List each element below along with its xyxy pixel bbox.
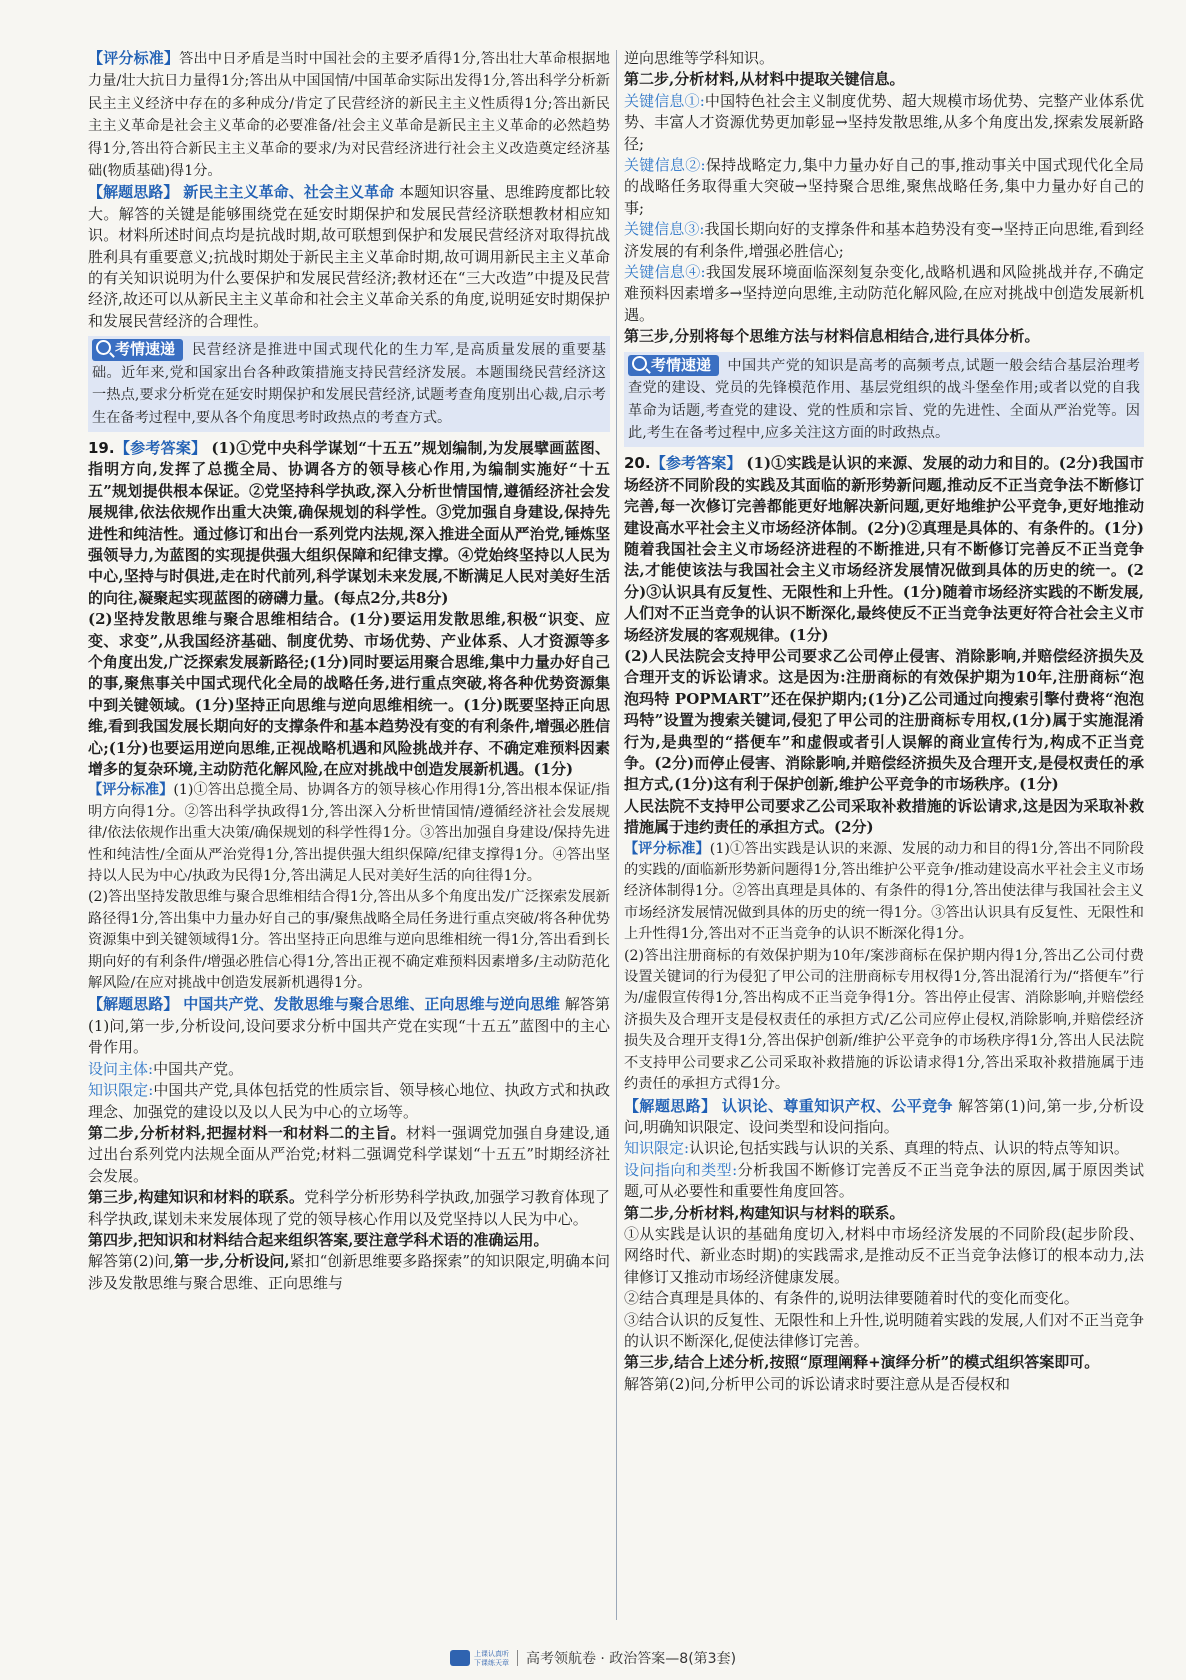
key-info-label: 关键信息①: — [624, 91, 705, 110]
key-info-3 — [624, 219, 1144, 262]
step-two: 第二步,分析材料,从材料中提取关键信息。 — [624, 70, 905, 89]
magnifier-icon — [632, 356, 647, 371]
key-info-label: 关键信息②: — [624, 156, 706, 175]
q20-part2: (2)人民法院会支持甲公司要求乙公司停止侵害、消除影响,并赔偿经济损失及合理开支的诉讼请求。这是因为:注册商标的有效保护期为10年,注册商标“泡泡玛特 POPMART”还在保护期内;(1分)乙公司通过向搜索引擎付费将“泡泡玛特”设置为搜索关键词,侵犯了甲公司的注册商标专用权,(1分)属于实施混淆行为,是典型的“搭便车”和虚假或者引人误解的商业宣传行为,构成不正当竞争。(2分)而停止侵害、消除影响,并赔偿经济损失及合理开支,是侵权责任的承担方式,(1分)这有利于保护创新,维护公平竞争的市场秩序。(1分) — [624, 646, 1144, 794]
last-line: 解答第(2)问,分析甲公司的诉讼请求时要注意从是否侵权和 — [624, 1374, 1011, 1393]
question-direction — [624, 1160, 1144, 1203]
magnifier-icon — [96, 340, 111, 355]
connection-2: ②结合真理是具体的、有条件的,说明法律要随着时代的变化而变化。 — [624, 1289, 1079, 1308]
connection-1: ①从实践是认识的基础角度切入,材料中市场经济发展的不同阶段(起步阶段、网络时代、新业态时期)的实践需求,是推动反不正当竞争法修订的根本动力,法律修订又推动市场经济健康发展。 — [624, 1224, 1144, 1286]
left-column — [88, 48, 610, 1294]
brand-slogan-line2: 下课练天章 — [473, 1659, 509, 1667]
q19-answer — [88, 438, 610, 609]
page-footer — [0, 1648, 1186, 1668]
scoring-standard-2-part1: (1)①答出总揽全局、协调各方的领导核心作用得1分,答出根本保证/指明方向得1分。②答出科学执政得1分,答出深入分析世情国情/遵循经济社会发展规律/依法依规作出重大决策/确保规划的科学性得1分。③答出加强自身建设/保持先进性和纯洁性/全面从严治党得1分,答出提供强大组织保障/纪律支撑得1分。④答出坚持以人民为中心/执政为民得1分,答出满足人民对美好生活的向往得1分。 — [88, 782, 610, 885]
step-two-text: 材料一强调党加强自身建设,通过出台系列党内法规全面从严治党;材料二强调党科学谋划“十五五”时期经济社会发展。 — [88, 1123, 610, 1185]
key-info-text: 中国特色社会主义制度优势、超大规模市场优势、完整产业体系优势、丰富人才资源优势更加彰显→坚持发散思维,从多个角度出发,探索发展新路径; — [624, 91, 1144, 153]
scoring-standard-label: 【评分标准】 — [88, 782, 174, 799]
knowledge-limit-label: 知识限定: — [88, 1081, 154, 1100]
footer-separator — [517, 1650, 518, 1666]
key-info-text: 保持战略定力,集中力量办好自己的事,推动事关中国式现代化全局的战略任务取得重大突破→坚持聚合思维,聚焦战略任务,集中力量办好自己的事; — [624, 156, 1144, 217]
q19-part2: (2)坚持发散思维与聚合思维相结合。(1分)要运用发散思维,积极“识变、应变、求变”,从我国经济基础、制度优势、市场优势、产业体系、人才资源等多个角度出发,广泛探索发展新路径;(1分)同时要运用聚合思维,集中力量办好自己的事,聚焦事关中国式现代化全局的战略任务,进行重点突破,将各种优势资源集中到关键领域。(1分)坚持正向思维与逆向思维相统一。(1分)既要坚持正向思维,看到我国发展长期向好的支撑条件和基本趋势没有变的有利条件,增强必胜信心;(1分)也要运用逆向思维,正视战略机遇和风险挑战并存、不确定难预料因素增多的复杂环境,主动防范化解风险,在应对挑战中创造发展新机遇。(1分) — [88, 610, 610, 778]
q20-answer — [624, 453, 1144, 646]
solution-approach-1 — [88, 182, 610, 332]
question-subject-label: 设问主体: — [88, 1059, 154, 1078]
right-column — [624, 48, 1144, 1395]
solution-text: 解答第(1)问,第一步,分析设问,设问要求分析中国共产党在实现“十五五”蓝图中的主心骨作用。 — [88, 995, 610, 1057]
scoring-standard-label: 【评分标准】 — [88, 49, 180, 67]
exam-trend-box-1 — [88, 336, 610, 432]
q20-number: 20. — [624, 454, 651, 473]
q20-part3: 人民法院不支持甲公司要求乙公司采取补救措施的诉讼请求,这是因为采取补救措施属于违约责任的承担方式。(2分) — [624, 796, 1144, 837]
solution-keywords: 新民主主义革命、社会主义革命 — [183, 183, 395, 202]
key-info-text: 我国长期向好的支撑条件和基本趋势没有变→坚持正向思维,看到经济发展的有利条件,增强必胜信心; — [624, 220, 1145, 260]
brand-logo-icon — [450, 1650, 470, 1666]
key-info-4 — [624, 262, 1144, 326]
continued-text: 逆向思维等学科知识。 — [624, 49, 775, 67]
scoring-standard-text: 答出中日矛盾是当时中国社会的主要矛盾得1分,答出壮大革命根据地力量/壮大抗日力量得1分;答出从中国国情/中国革命实际出发得1分,答出科学分析新民主主义经济中存在的多种成分/肯定了民营经济的新民主主义性质得1分;答出新民主主义革命是社会主义革命的必要准备/社会主义革命是新民主主义革命的必然趋势得1分,答出符合新民主主义革命的要求/为对民营经济进行社会主义改造奠定经济基础(物质基础)得1分。 — [88, 51, 610, 180]
scoring-standard-2-part2: (2)答出坚持发散思维与聚合思维相结合得1分,答出从多个角度出发/广泛探索发展新路径得1分,答出集中力量办好自己的事/聚焦战略全局任务进行重点突破/将各种优势资源集中到关键领域得1分。答出坚持正向思维与逆向思维相统一得1分,答出看到长期向好的有利条件/增强必胜信心得1分,答出正视不确定难预料因素增多/主动防范化解风险/在应对挑战中创造发展新机遇得1分。 — [88, 889, 610, 992]
knowledge-limit — [88, 1080, 610, 1123]
key-info-2 — [624, 155, 1144, 219]
exam-trend-badge — [92, 339, 183, 360]
solution-text: 本题知识容量、思维跨度都比较大。解答的关键是能够围绕党在延安时期保护和发展民营经济联想教材相应知识。材料所述时间点均是抗战时期,故可联想到保护和发展民营经济对取得抗战胜利具有重要意义;抗战时期处于新民主主义革命时期,故可调用新民主主义革命的有关知识说明为什么要保护和发展民营经济;教材还在“三大改造”中提及民营经济,故还可以从新民主主义革命和社会主义革命关系的角度,说明延安时期保护和发展民营经济的合理性。 — [88, 183, 610, 330]
q19-number: 19. — [88, 438, 115, 457]
step-three — [88, 1187, 610, 1230]
key-info-text: 我国发展环境面临深刻复杂变化,战略机遇和风险挑战并存,不确定难预料因素增多→坚持逆向思维,主动防范化解风险,在应对挑战中创造发展新机遇。 — [624, 263, 1144, 324]
reference-answer-label: 【参考答案】 — [650, 454, 742, 473]
solution-keywords: 中国共产党、发散思维与聚合思维、正向思维与逆向思维 — [183, 995, 560, 1014]
question2-head: 解答第(2)问, — [88, 1252, 175, 1271]
scoring-standard-2 — [88, 780, 610, 887]
step-four: 第四步,把知识和材料结合起来组织答案,要注意学科术语的准确运用。 — [88, 1230, 549, 1249]
scoring-standard-3-part2: (2)答出注册商标的有效保护期为10年/案涉商标在保护期内得1分,答出乙公司付费设置关键词的行为侵犯了甲公司的注册商标专用权得1分,答出混淆行为/“搭便车”行为/虚假宣传得1分,答出构成不正当竞争得1分。答出停止侵害、消除影响,并赔偿经济损失及合理开支是侵权责任的承担方式/乙公司应停止侵权,消除影响,并赔偿经济损失及合理开支得1分,答出保护创新/维护公平竞争的市场秩序得1分,答出人民法院不支持甲公司要求乙公司采取补救措施的诉讼请求得1分,答出采取补救措施属于违约责任的承担方式得1分。 — [624, 947, 1144, 1093]
exam-trend-badge-label: 考情速递 — [651, 355, 712, 374]
knowledge-limit — [624, 1138, 1144, 1159]
question2-approach — [88, 1251, 610, 1294]
connection-3: ③结合认识的反复性、无限性和上升性,说明随着实践的发展,人们对不正当竞争的认识不断深化,促使法律修订完善。 — [624, 1310, 1144, 1350]
solution-approach-label: 【解题思路】 — [88, 183, 179, 202]
scoring-standard-3-part1: (1)①答出实践是认识的来源、发展的动力和目的得1分,答出不同阶段的实践的/面临新形势新问题得1分,答出维护公平竞争/推动建设高水平社会主义市场经济体制得1分。②答出真理是具体的、有条件的得1分,答出使法律与我国社会主义市场经济发展情况做到具体的历史的统一得1分。③答出认识具有反复性、无限性和上升性得1分,答出对不正当竞争的认识不断深化得1分。 — [624, 840, 1144, 943]
scoring-standard-label: 【评分标准】 — [624, 840, 710, 857]
step-three: 第三步,分别将每个思维方法与材料信息相结合,进行具体分析。 — [624, 327, 1040, 346]
question-direction-text: 分析我国不断修订完善反不正当竞争法的原因,属于原因类试题,可从必要性和重要性角度回答。 — [624, 1160, 1144, 1201]
q20-part1: (1)①实践是认识的来源、发展的动力和目的。(2分)我国市场经济不同阶段的实践及其面临的新形势新问题,推动反不正当竞争法不断修订完善,每一次修订完善都能更好地解决新问题,更好地维护公平竞争,更好地推动建设高水平社会主义市场经济体制。(2分)②真理是具体的、有条件的。(1分)随着我国社会主义市场经济进程的不断推进,只有不断修订完善反不正当竞争法,才能使该法与我国社会主义市场经济发展情况做到具体的历史的统一。(2分)③认识具有反复性、无限性和上升性。(1分)随着市场经济实践的不断发展,人们对不正当竞争的认识不断深化,最终使反不正当竞争法更好符合社会主义市场经济发展的客观规律。(1分) — [624, 454, 1144, 644]
solution-approach-3 — [624, 1096, 1144, 1139]
exam-trend-text: 民营经济是推进中国式现代化的生力军,是高质量发展的重要基础。近年来,党和国家出台各种政策措施支持民营经济发展。本题围绕民营经济这一热点,要求分析党在延安时期保护和发展民营经济,试题考查角度别出心裁,启示考生在备考过程中,要从各个角度思考时政热点的考查方式。 — [92, 342, 606, 426]
exam-trend-text: 中国共产党的知识是高考的高频考点,试题一般会结合基层治理考查党的建设、党员的先锋模范作用、基层党组织的战斗堡垒作用;或者以党的自我革命为话题,考查党的建设、党的性质和宗旨、党的先进性、全面从严治党等。因此,考生在备考过程中,应多关注这方面的时政热点。 — [628, 357, 1140, 441]
knowledge-limit-text: 认识论,包括实践与认识的关系、真理的特点、认识的特点等知识。 — [689, 1139, 1129, 1158]
step-two — [88, 1123, 610, 1187]
footer-text: 高考领航卷 · 政治答案—8(第3套) — [525, 1651, 737, 1667]
step-two-head: 第二步,分析材料,把握材料一和材料二的主旨。 — [88, 1123, 406, 1142]
solution-keywords: 认识论、尊重知识产权、公平竞争 — [721, 1096, 953, 1115]
exam-trend-badge — [628, 355, 719, 376]
solution-approach-label: 【解题思路】 — [88, 995, 179, 1014]
question-subject-text: 中国共产党。 — [153, 1059, 244, 1078]
key-info-label: 关键信息④: — [624, 263, 706, 282]
q19-part1: (1)①党中央科学谋划“十五五”规划编制,为发展擘画蓝图、指明方向,发挥了总揽全局、协调各方的领导核心作用,为编制实施好“十五五”规划提供根本保证。②党坚持科学执政,深入分析世情国情,遵循经济社会发展规律,依法依规作出重大决策,确保规划的科学性。③党加强自身建设,保持先进性和纯洁性。通过修订和出台一系列党内法规,深入推进全面从严治党,锤炼坚强领导力,为蓝图的实现提供强大组织保障和纪律支撑。④党始终坚持以人民为中心,坚持与时俱进,走在时代前列,科学谋划未来发展,不断满足人民对美好生活的向往,凝聚起实现蓝图的磅礴力量。(每点2分,共8分) — [88, 438, 610, 607]
solution-approach-label: 【解题思路】 — [624, 1096, 717, 1115]
step-two-b: 第二步,分析材料,构建知识与材料的联系。 — [624, 1203, 905, 1222]
exam-trend-badge-label: 考情速递 — [115, 340, 176, 359]
knowledge-limit-text: 中国共产党,具体包括党的性质宗旨、领导核心地位、执政方式和执政理念、加强党的建设以及以人民为中心的立场等。 — [88, 1081, 610, 1121]
column-divider — [616, 50, 617, 1620]
question-subject — [88, 1059, 610, 1080]
brand-slogan-line1: 上课认真听 — [473, 1650, 509, 1658]
question2-step1: 第一步,分析设问, — [174, 1252, 290, 1271]
solution-text: 解答第(1)问,第一步,分析设问,明确知识限定、设问类型和设问指向。 — [624, 1096, 1144, 1136]
key-info-1 — [624, 91, 1144, 155]
scoring-standard-1 — [88, 48, 610, 182]
question2-text: 紧扣“创新思维要多路探索”的知识限定,明确本问涉及发散思维与聚合思维、正向思维与 — [88, 1252, 610, 1292]
reference-answer-label: 【参考答案】 — [114, 438, 207, 457]
step-three-text: 党科学分析形势科学执政,加强学习教育体现了科学执政,谋划未来发展体现了党的领导核心作用以及党坚持以人民为中心。 — [88, 1188, 610, 1228]
brand-slogan — [474, 1650, 509, 1668]
question-direction-label: 设问指向和类型: — [624, 1160, 738, 1179]
scoring-standard-3 — [624, 839, 1144, 946]
step-three-b: 第三步,结合上述分析,按照“原理阐释+演绎分析”的模式组织答案即可。 — [624, 1353, 1100, 1372]
key-info-label: 关键信息③: — [624, 220, 705, 239]
exam-trend-box-2 — [624, 352, 1144, 448]
solution-approach-2 — [88, 994, 610, 1058]
step-three-head: 第三步,构建知识和材料的联系。 — [88, 1188, 305, 1207]
knowledge-limit-label: 知识限定: — [624, 1139, 690, 1158]
